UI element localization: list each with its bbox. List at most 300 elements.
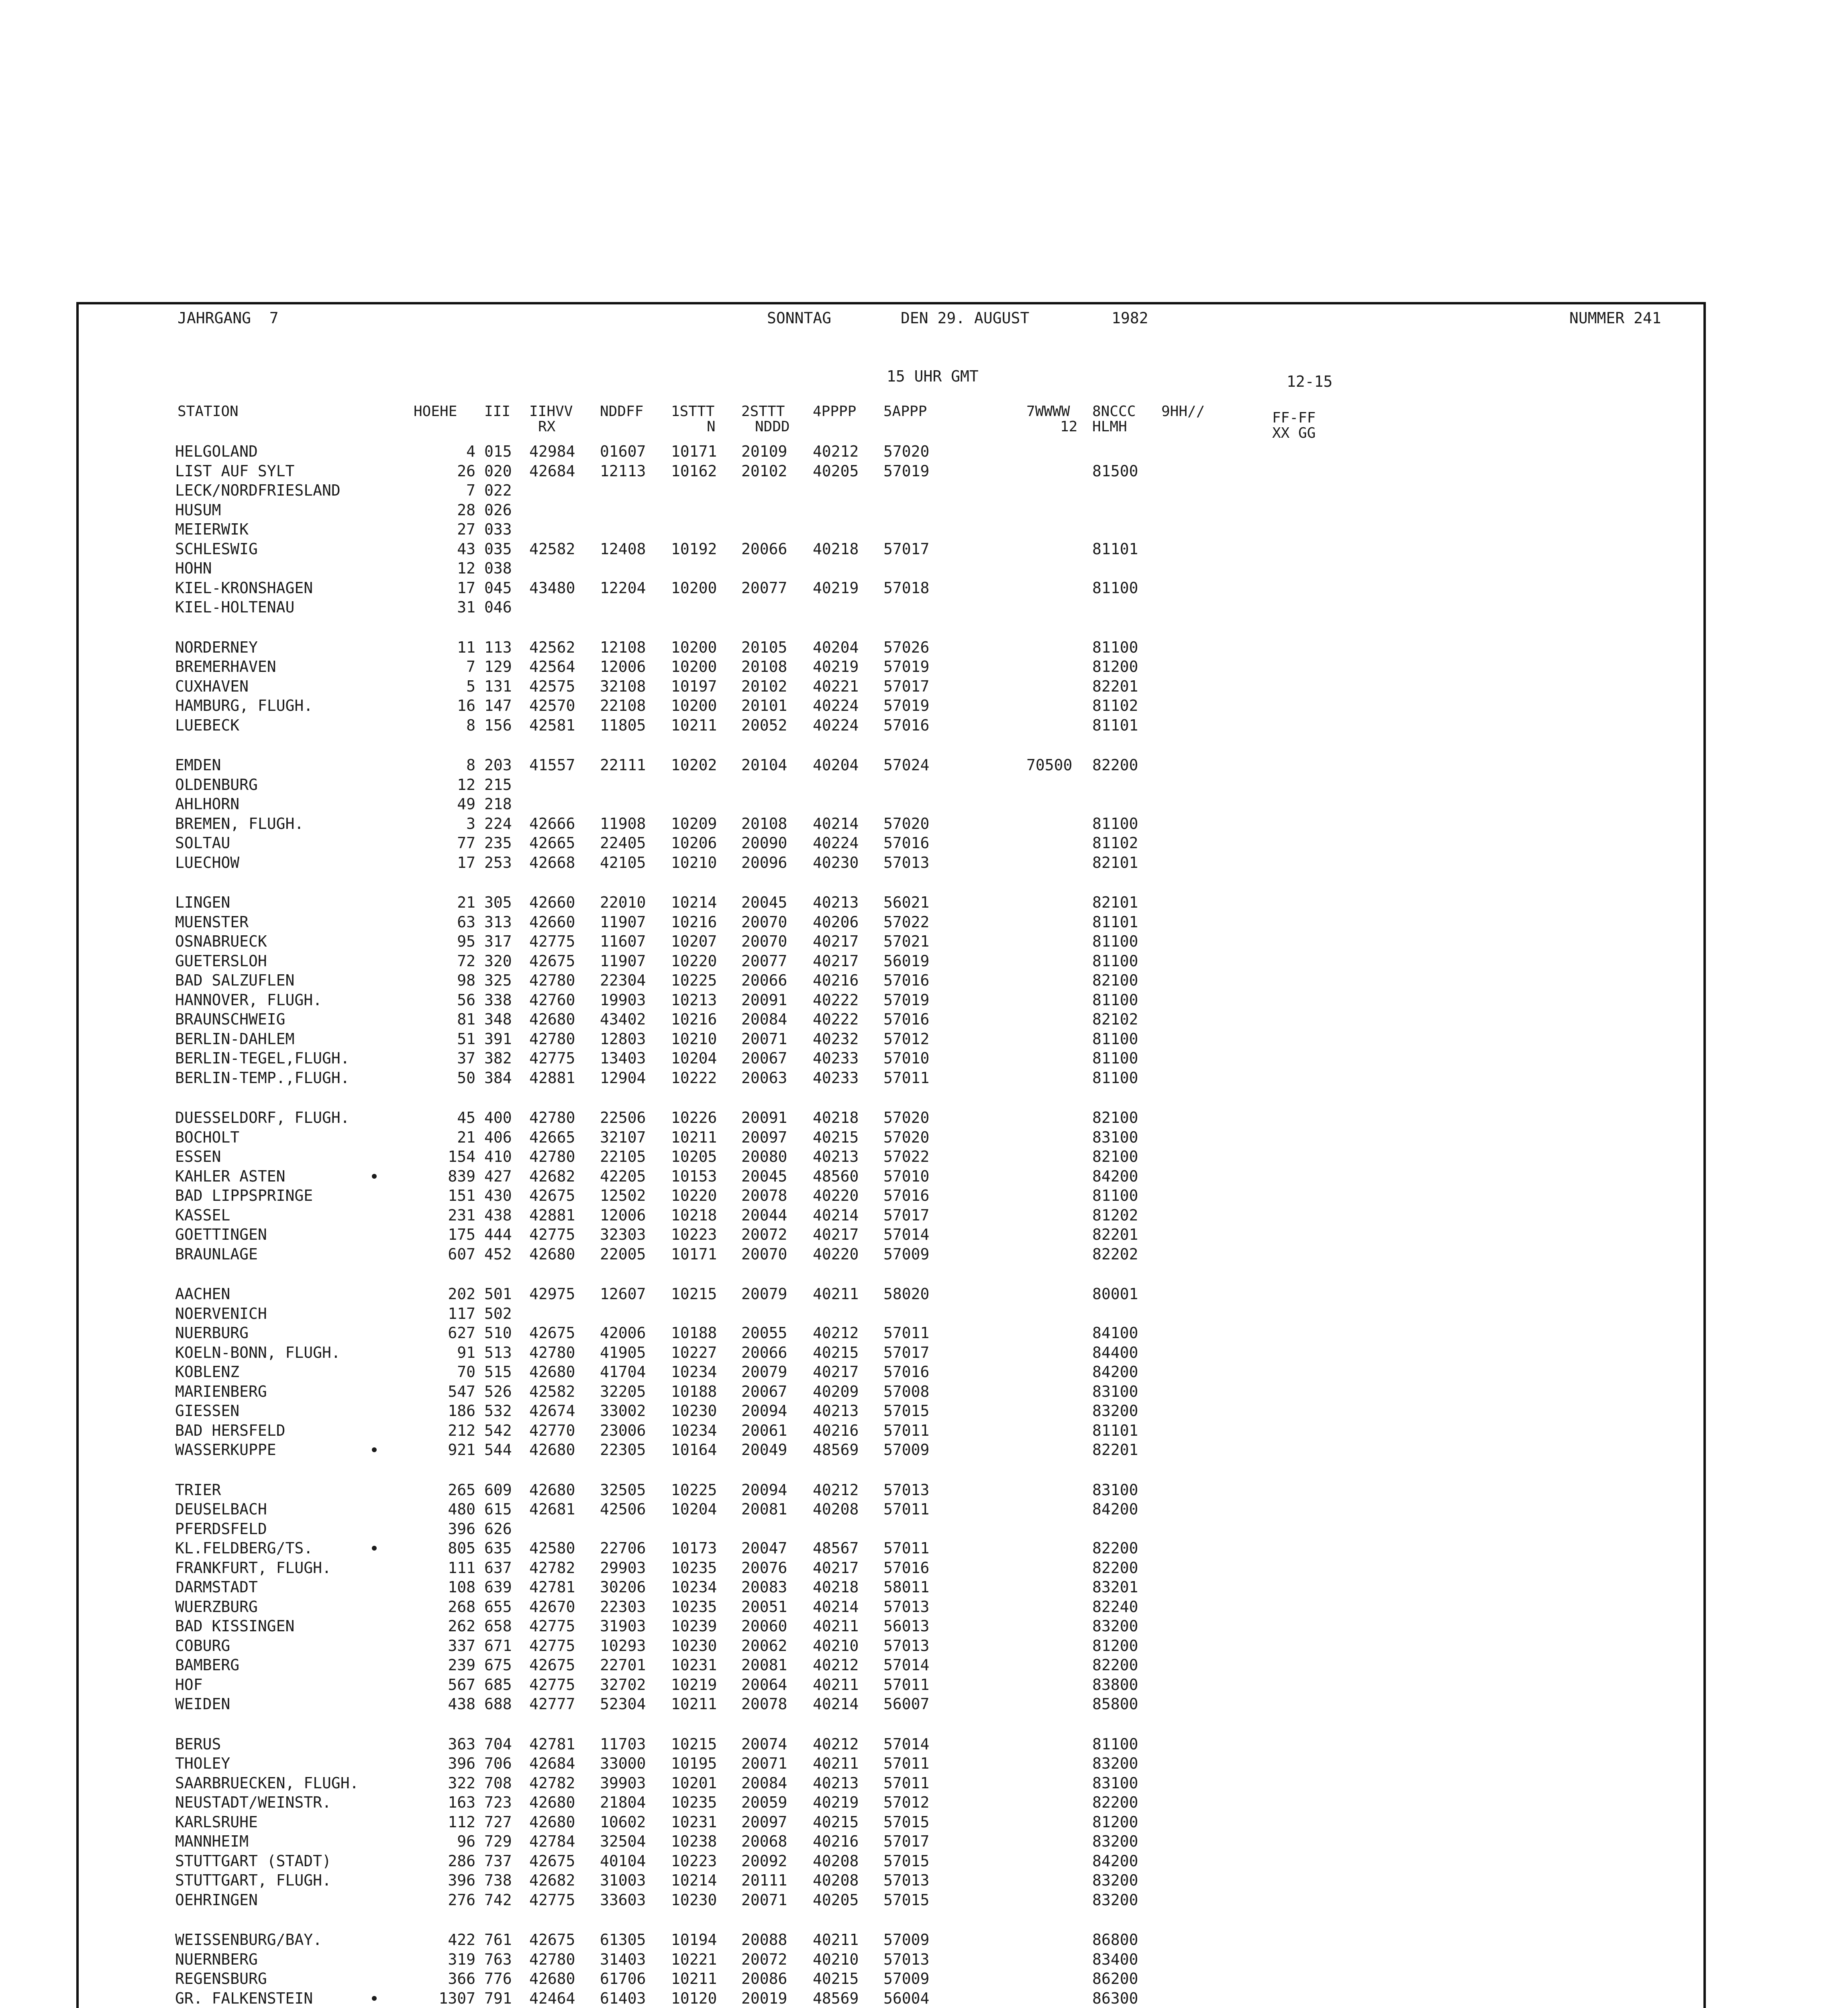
field-nddff: 11607 <box>600 933 646 950</box>
field-nddff: 22506 <box>600 1109 646 1126</box>
col-ff-sub: XX GG <box>1272 425 1316 441</box>
field-4pppp: 40212 <box>813 1735 859 1753</box>
table-row <box>0 1168 1848 1184</box>
field-iihvv: 42682 <box>529 1871 575 1889</box>
station-name: GUETERSLOH <box>175 952 267 970</box>
field-4pppp: 40208 <box>813 1852 859 1870</box>
station-name: LUEBECK <box>175 716 240 734</box>
field-1sttt: 10214 <box>671 1871 717 1889</box>
field-1sttt: 10230 <box>671 1402 717 1420</box>
field-8nccc: 81100 <box>1092 639 1138 656</box>
field-2sttt: 20097 <box>741 1813 787 1831</box>
field-8nccc: 84200 <box>1092 1500 1138 1518</box>
station-height: 4 <box>466 443 475 460</box>
station-name: HOHN <box>175 559 212 577</box>
station-height: 5 <box>466 677 475 695</box>
field-iihvv: 42775 <box>529 1676 575 1694</box>
station-height: 17 <box>457 579 475 597</box>
field-8nccc: 81101 <box>1092 1422 1138 1439</box>
station-height: 111 <box>448 1559 475 1577</box>
station-index: 704 <box>484 1735 512 1753</box>
station-height: 319 <box>448 1951 475 1968</box>
station-index: 626 <box>484 1520 512 1538</box>
station-index: 410 <box>484 1148 512 1165</box>
station-height: 28 <box>457 501 475 519</box>
station-index: 637 <box>484 1559 512 1577</box>
field-2sttt: 20102 <box>741 462 787 480</box>
station-index: 384 <box>484 1069 512 1087</box>
field-2sttt: 20062 <box>741 1637 787 1655</box>
station-height: 239 <box>448 1656 475 1674</box>
station-index: 532 <box>484 1402 512 1420</box>
station-height: 31 <box>457 598 475 616</box>
field-8nccc: 85800 <box>1092 1695 1138 1713</box>
field-8nccc: 81100 <box>1092 952 1138 970</box>
field-5appp: 57016 <box>883 1010 930 1028</box>
field-8nccc: 83201 <box>1092 1578 1138 1596</box>
table-row <box>0 1521 1848 1537</box>
field-2sttt: 20019 <box>741 1990 787 2007</box>
field-5appp: 57009 <box>883 1441 930 1459</box>
field-1sttt: 10225 <box>671 971 717 989</box>
field-5appp: 57017 <box>883 677 930 695</box>
field-2sttt: 20077 <box>741 579 787 597</box>
field-4pppp: 40214 <box>813 1206 859 1224</box>
field-2sttt: 20111 <box>741 1871 787 1889</box>
station-height: 438 <box>448 1695 475 1713</box>
field-4pppp: 40218 <box>813 1109 859 1126</box>
table-row <box>0 1775 1848 1791</box>
station-index: 742 <box>484 1891 512 1909</box>
table-row <box>0 1403 1848 1419</box>
field-4pppp: 40213 <box>813 1148 859 1165</box>
field-iihvv: 42675 <box>529 1324 575 1342</box>
table-row <box>0 1306 1848 1322</box>
station-height: 396 <box>448 1871 475 1889</box>
station-index: 723 <box>484 1794 512 1811</box>
field-5appp: 56021 <box>883 894 930 911</box>
station-height: 77 <box>457 834 475 852</box>
station-name: HUSUM <box>175 501 221 519</box>
field-nddff: 12006 <box>600 658 646 675</box>
field-2sttt: 20070 <box>741 933 787 950</box>
station-name: BAD HERSFELD <box>175 1422 286 1439</box>
field-iihvv: 42775 <box>529 1226 575 1243</box>
station-name: WASSERKUPPE <box>175 1441 276 1459</box>
field-5appp: 57016 <box>883 1363 930 1381</box>
field-1sttt: 10231 <box>671 1656 717 1674</box>
field-5appp: 57011 <box>883 1539 930 1557</box>
field-5appp: 57010 <box>883 1049 930 1067</box>
field-1sttt: 10120 <box>671 1990 717 2007</box>
field-4pppp: 40214 <box>813 1598 859 1616</box>
field-iihvv: 42665 <box>529 834 575 852</box>
station-index: 113 <box>484 639 512 656</box>
table-row <box>0 659 1848 675</box>
table-row <box>0 835 1848 851</box>
station-index: 438 <box>484 1206 512 1224</box>
field-4pppp: 40217 <box>813 1559 859 1577</box>
station-name: KL.FELDBERG/TS. <box>175 1539 313 1557</box>
field-2sttt: 20081 <box>741 1656 787 1674</box>
field-5appp: 57017 <box>883 1833 930 1850</box>
station-name: BERLIN-TEMP.,FLUGH. <box>175 1069 350 1087</box>
table-row <box>0 933 1848 949</box>
col-iii: III <box>484 403 511 420</box>
field-nddff: 11907 <box>600 913 646 931</box>
field-nddff: 11703 <box>600 1735 646 1753</box>
field-8nccc: 81200 <box>1092 658 1138 675</box>
field-8nccc: 81101 <box>1092 913 1138 931</box>
field-4pppp: 40208 <box>813 1871 859 1889</box>
station-name: GIESSEN <box>175 1402 240 1420</box>
table-row <box>0 1345 1848 1361</box>
field-5appp: 57014 <box>883 1226 930 1243</box>
station-height: 212 <box>448 1422 475 1439</box>
table-row <box>0 1853 1848 1869</box>
field-2sttt: 20052 <box>741 716 787 734</box>
station-index: 729 <box>484 1833 512 1850</box>
table-row <box>0 1501 1848 1517</box>
station-name: KOELN-BONN, FLUGH. <box>175 1344 341 1361</box>
field-1sttt: 10223 <box>671 1852 717 1870</box>
table-row <box>0 972 1848 988</box>
station-index: 348 <box>484 1010 512 1028</box>
field-2sttt: 20067 <box>741 1383 787 1400</box>
col-8nccc: 8NCCC <box>1092 403 1136 420</box>
station-name: BERLIN-DAHLEM <box>175 1030 295 1048</box>
field-2sttt: 20061 <box>741 1422 787 1439</box>
station-name: AHLHORN <box>175 795 240 813</box>
field-iihvv: 42782 <box>529 1774 575 1792</box>
field-2sttt: 20102 <box>741 677 787 695</box>
field-1sttt: 10220 <box>671 1187 717 1204</box>
field-2sttt: 20083 <box>741 1578 787 1596</box>
station-index: 791 <box>484 1990 512 2007</box>
field-1sttt: 10211 <box>671 1970 717 1988</box>
field-iihvv: 42780 <box>529 1030 575 1048</box>
field-1sttt: 10216 <box>671 913 717 931</box>
field-8nccc: 82201 <box>1092 1441 1138 1459</box>
table-row <box>0 1696 1848 1712</box>
field-iihvv: 42675 <box>529 1187 575 1204</box>
field-iihvv: 42781 <box>529 1578 575 1596</box>
field-1sttt: 10221 <box>671 1951 717 1968</box>
station-index: 501 <box>484 1285 512 1303</box>
field-nddff: 61706 <box>600 1970 646 1988</box>
station-index: 320 <box>484 952 512 970</box>
table-row <box>0 1540 1848 1556</box>
field-2sttt: 20067 <box>741 1049 787 1067</box>
field-5appp: 57022 <box>883 913 930 931</box>
station-index: 763 <box>484 1951 512 1968</box>
field-5appp: 57019 <box>883 658 930 675</box>
field-1sttt: 10162 <box>671 462 717 480</box>
field-iihvv: 42770 <box>529 1422 575 1439</box>
station-height: 45 <box>457 1109 475 1126</box>
field-5appp: 57013 <box>883 1951 930 1968</box>
field-2sttt: 20079 <box>741 1285 787 1303</box>
field-8nccc: 82101 <box>1092 894 1138 911</box>
field-nddff: 33002 <box>600 1402 646 1420</box>
field-1sttt: 10235 <box>671 1598 717 1616</box>
field-1sttt: 10230 <box>671 1891 717 1909</box>
field-2sttt: 20101 <box>741 697 787 714</box>
station-height: 91 <box>457 1344 475 1361</box>
station-name: DEUSELBACH <box>175 1500 267 1518</box>
station-name: BERLIN-TEGEL,FLUGH. <box>175 1049 350 1067</box>
field-8nccc: 83200 <box>1092 1871 1138 1889</box>
field-4pppp: 40205 <box>813 1891 859 1909</box>
field-iihvv: 42881 <box>529 1069 575 1087</box>
field-1sttt: 10223 <box>671 1226 717 1243</box>
field-nddff: 13403 <box>600 1049 646 1067</box>
field-1sttt: 10202 <box>671 756 717 774</box>
field-5appp: 57021 <box>883 933 930 950</box>
station-index: 026 <box>484 501 512 519</box>
field-1sttt: 10194 <box>671 1931 717 1949</box>
field-1sttt: 10239 <box>671 1617 717 1635</box>
station-index: 313 <box>484 913 512 931</box>
field-5appp: 57011 <box>883 1422 930 1439</box>
field-nddff: 42205 <box>600 1167 646 1185</box>
field-5appp: 57024 <box>883 756 930 774</box>
field-2sttt: 20044 <box>741 1206 787 1224</box>
station-index: 761 <box>484 1931 512 1949</box>
field-nddff: 22303 <box>600 1598 646 1616</box>
field-iihvv: 42775 <box>529 933 575 950</box>
field-nddff: 22701 <box>600 1656 646 1674</box>
field-iihvv: 42680 <box>529 1813 575 1831</box>
station-height: 43 <box>457 540 475 558</box>
field-4pppp: 48569 <box>813 1990 859 2007</box>
field-5appp: 57012 <box>883 1030 930 1048</box>
station-height: 231 <box>448 1206 475 1224</box>
field-iihvv: 42675 <box>529 952 575 970</box>
table-row <box>0 1794 1848 1810</box>
station-name: FRANKFURT, FLUGH. <box>175 1559 331 1577</box>
field-1sttt: 10200 <box>671 697 717 714</box>
field-2sttt: 20074 <box>741 1735 787 1753</box>
station-height: 26 <box>457 462 475 480</box>
field-1sttt: 10213 <box>671 991 717 1009</box>
field-1sttt: 10171 <box>671 1245 717 1263</box>
field-8nccc: 83100 <box>1092 1128 1138 1146</box>
station-index: 510 <box>484 1324 512 1342</box>
field-iihvv: 42760 <box>529 991 575 1009</box>
field-2sttt: 20078 <box>741 1695 787 1713</box>
field-iihvv: 42564 <box>529 658 575 675</box>
field-8nccc: 82240 <box>1092 1598 1138 1616</box>
field-nddff: 12108 <box>600 639 646 656</box>
field-4pppp: 40212 <box>813 1324 859 1342</box>
field-5appp: 57011 <box>883 1755 930 1772</box>
field-1sttt: 10230 <box>671 1637 717 1655</box>
field-2sttt: 20064 <box>741 1676 787 1694</box>
field-iihvv: 42780 <box>529 1951 575 1968</box>
field-8nccc: 82200 <box>1092 1539 1138 1557</box>
field-2sttt: 20088 <box>741 1931 787 1949</box>
station-height: 50 <box>457 1069 475 1087</box>
station-index: 046 <box>484 598 512 616</box>
field-1sttt: 10209 <box>671 815 717 833</box>
station-name: NORDERNEY <box>175 639 258 656</box>
field-5appp: 57016 <box>883 1187 930 1204</box>
field-2sttt: 20084 <box>741 1774 787 1792</box>
station-height: 96 <box>457 1833 475 1850</box>
field-1sttt: 10171 <box>671 443 717 460</box>
station-height: 262 <box>448 1617 475 1635</box>
station-name: BREMERHAVEN <box>175 658 276 675</box>
field-iihvv: 42581 <box>529 716 575 734</box>
mountain-station-marker <box>372 1447 377 1452</box>
field-nddff: 32504 <box>600 1833 646 1850</box>
station-height: 51 <box>457 1030 475 1048</box>
field-nddff: 29903 <box>600 1559 646 1577</box>
station-height: 98 <box>457 971 475 989</box>
field-4pppp: 40213 <box>813 894 859 911</box>
field-8nccc: 83200 <box>1092 1617 1138 1635</box>
station-height: 81 <box>457 1010 475 1028</box>
station-index: 020 <box>484 462 512 480</box>
station-index: 147 <box>484 697 512 714</box>
field-1sttt: 10215 <box>671 1285 717 1303</box>
field-iihvv: 42775 <box>529 1637 575 1655</box>
field-2sttt: 20066 <box>741 540 787 558</box>
field-8nccc: 83100 <box>1092 1383 1138 1400</box>
field-iihvv: 42680 <box>529 1481 575 1499</box>
station-index: 738 <box>484 1871 512 1889</box>
station-index: 131 <box>484 677 512 695</box>
field-nddff: 40104 <box>600 1852 646 1870</box>
field-2sttt: 20047 <box>741 1539 787 1557</box>
field-8nccc: 81202 <box>1092 1206 1138 1224</box>
field-5appp: 57015 <box>883 1402 930 1420</box>
station-index: 033 <box>484 520 512 538</box>
table-row <box>0 1951 1848 1967</box>
table-row <box>0 777 1848 793</box>
field-2sttt: 20071 <box>741 1755 787 1772</box>
station-index: 235 <box>484 834 512 852</box>
field-2sttt: 20072 <box>741 1226 787 1243</box>
col-1sttt-sub: N <box>707 418 716 435</box>
table-row <box>0 1657 1848 1673</box>
station-name: SAARBRUECKEN, FLUGH. <box>175 1774 359 1792</box>
field-nddff: 30206 <box>600 1578 646 1596</box>
field-4pppp: 40211 <box>813 1755 859 1772</box>
field-nddff: 12006 <box>600 1206 646 1224</box>
field-2sttt: 20080 <box>741 1148 787 1165</box>
table-row <box>0 521 1848 537</box>
mountain-station-marker <box>372 1546 377 1551</box>
station-name: MARIENBERG <box>175 1383 267 1400</box>
field-nddff: 32303 <box>600 1226 646 1243</box>
field-7wwww: 70500 <box>1026 756 1073 774</box>
station-height: 151 <box>448 1187 475 1204</box>
field-5appp: 57019 <box>883 991 930 1009</box>
field-5appp: 57010 <box>883 1167 930 1185</box>
field-5appp: 57009 <box>883 1245 930 1263</box>
field-2sttt: 20059 <box>741 1794 787 1811</box>
station-index: 382 <box>484 1049 512 1067</box>
station-index: 406 <box>484 1128 512 1146</box>
field-5appp: 57017 <box>883 540 930 558</box>
station-height: 108 <box>448 1578 475 1596</box>
station-height: 202 <box>448 1285 475 1303</box>
station-height: 322 <box>448 1774 475 1792</box>
field-2sttt: 20090 <box>741 834 787 852</box>
field-4pppp: 40214 <box>813 1695 859 1713</box>
field-iihvv: 42780 <box>529 1344 575 1361</box>
field-nddff: 23006 <box>600 1422 646 1439</box>
station-index: 515 <box>484 1363 512 1381</box>
station-name: BAD LIPPSPRINGE <box>175 1187 313 1204</box>
station-index: 218 <box>484 795 512 813</box>
station-index: 215 <box>484 776 512 794</box>
field-4pppp: 40216 <box>813 1422 859 1439</box>
station-height: 72 <box>457 952 475 970</box>
field-nddff: 52304 <box>600 1695 646 1713</box>
field-1sttt: 10227 <box>671 1344 717 1361</box>
table-row <box>0 1736 1848 1752</box>
table-row <box>0 1384 1848 1400</box>
station-height: 95 <box>457 933 475 950</box>
field-5appp: 57016 <box>883 716 930 734</box>
field-nddff: 22305 <box>600 1441 646 1459</box>
field-5appp: 57013 <box>883 1637 930 1655</box>
station-index: 727 <box>484 1813 512 1831</box>
table-row <box>0 1188 1848 1204</box>
table-row <box>0 599 1848 615</box>
table-row <box>0 816 1848 832</box>
station-height: 8 <box>466 756 475 774</box>
station-index: 639 <box>484 1578 512 1596</box>
station-name: KASSEL <box>175 1206 230 1224</box>
field-5appp: 57020 <box>883 1128 930 1146</box>
field-4pppp: 40206 <box>813 913 859 931</box>
field-8nccc: 82200 <box>1092 1559 1138 1577</box>
col-ff: FF-FF <box>1272 410 1316 426</box>
station-index: 658 <box>484 1617 512 1635</box>
field-8nccc: 81101 <box>1092 540 1138 558</box>
station-index: 038 <box>484 559 512 577</box>
field-2sttt: 20084 <box>741 1010 787 1028</box>
station-index: 776 <box>484 1970 512 1988</box>
field-1sttt: 10211 <box>671 1695 717 1713</box>
field-2sttt: 20094 <box>741 1402 787 1420</box>
field-5appp: 57015 <box>883 1852 930 1870</box>
station-name: NEUSTADT/WEINSTR. <box>175 1794 331 1811</box>
field-4pppp: 40217 <box>813 952 859 970</box>
field-2sttt: 20071 <box>741 1891 787 1909</box>
field-8nccc: 83100 <box>1092 1774 1138 1792</box>
field-1sttt: 10173 <box>671 1539 717 1557</box>
field-8nccc: 81100 <box>1092 579 1138 597</box>
field-nddff: 19903 <box>600 991 646 1009</box>
field-1sttt: 10207 <box>671 933 717 950</box>
col-station: STATION <box>177 403 239 420</box>
field-nddff: 01607 <box>600 443 646 460</box>
field-4pppp: 40210 <box>813 1951 859 1968</box>
table-row <box>0 639 1848 655</box>
field-iihvv: 42582 <box>529 1383 575 1400</box>
field-nddff: 22405 <box>600 834 646 852</box>
station-index: 338 <box>484 991 512 1009</box>
field-4pppp: 48567 <box>813 1539 859 1557</box>
field-nddff: 11908 <box>600 815 646 833</box>
field-8nccc: 84200 <box>1092 1167 1138 1185</box>
field-nddff: 32702 <box>600 1676 646 1694</box>
